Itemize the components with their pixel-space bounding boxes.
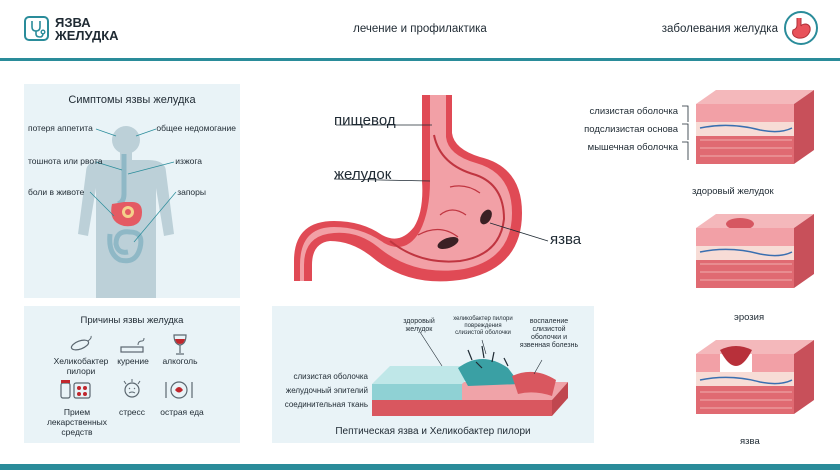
logo-line-1: ЯЗВА [55, 15, 91, 30]
peptic-ulcer-panel [272, 306, 594, 443]
symptom-label: изжога [175, 156, 202, 166]
header-divider [0, 58, 840, 61]
causes-title: Причины язвы желудка [80, 315, 184, 326]
peptic-top-label: хеликобактер пилори повреждения слизистой оболочки [453, 316, 513, 336]
layer-label: мышечная оболочка [587, 142, 678, 153]
symptom-label: боли в животе [28, 187, 85, 197]
logo-line-2: ЖЕЛУДКА [55, 28, 119, 43]
peptic-side-label: соединительная ткань [284, 400, 368, 409]
ulcer-label: язва [550, 231, 582, 248]
causes-panel [24, 306, 240, 443]
symptoms-panel [24, 84, 240, 298]
symptom-label: общее недомогание [156, 123, 236, 133]
ulcer-tissue-block [690, 338, 820, 420]
symptoms-title: Симптомы язвы желудка [68, 94, 196, 106]
cause-label: Прием лекарственных средств [46, 407, 108, 437]
peptic-side-label: желудочный эпителий [285, 386, 368, 395]
stress-icon [120, 378, 144, 400]
esophagus-label: пищевод [334, 112, 396, 129]
layer-label: слизистая оболочка [589, 106, 678, 117]
cause-label: Хеликобактер пилори [53, 356, 109, 376]
layer-caption: здоровый желудок [692, 186, 774, 197]
symptom-label: запоры [177, 187, 206, 197]
stomach-icon [784, 11, 818, 45]
pills-icon [60, 378, 92, 400]
erosion-tissue-block [690, 212, 820, 294]
stomach-label: желудок [334, 166, 392, 183]
layer-caption: язва [740, 436, 760, 447]
cause-label: стресс [118, 407, 146, 417]
peptic-side-label: слизистая оболочка [293, 372, 368, 381]
cause-label: курение [117, 356, 149, 366]
peptic-top-label: здоровый желудок [403, 318, 435, 333]
bacteria-icon [68, 336, 92, 354]
peptic-title: Пептическая язва и Хеликобактер пилори [335, 426, 531, 437]
symptom-label: тошнота или рвота [28, 156, 103, 166]
page-subtitle: лечение и профилактика [353, 23, 487, 35]
category-title: заболевания желудка [661, 23, 778, 35]
hot-food-icon [164, 378, 194, 400]
layer-caption: эрозия [734, 312, 765, 323]
layer-label: подслизистая основа [584, 124, 678, 135]
cause-label: алкоголь [162, 356, 198, 366]
peptic-top-label: воспаление слизистой оболочки и язвенная болезнь [519, 318, 579, 349]
wine-glass-icon [171, 334, 189, 356]
symptom-label: потеря аппетита [28, 123, 93, 133]
header [0, 0, 840, 60]
healthy-tissue-block [690, 88, 820, 170]
footer-bar [0, 464, 840, 470]
cigarette-icon [120, 338, 146, 354]
cause-label: острая еда [160, 407, 204, 417]
